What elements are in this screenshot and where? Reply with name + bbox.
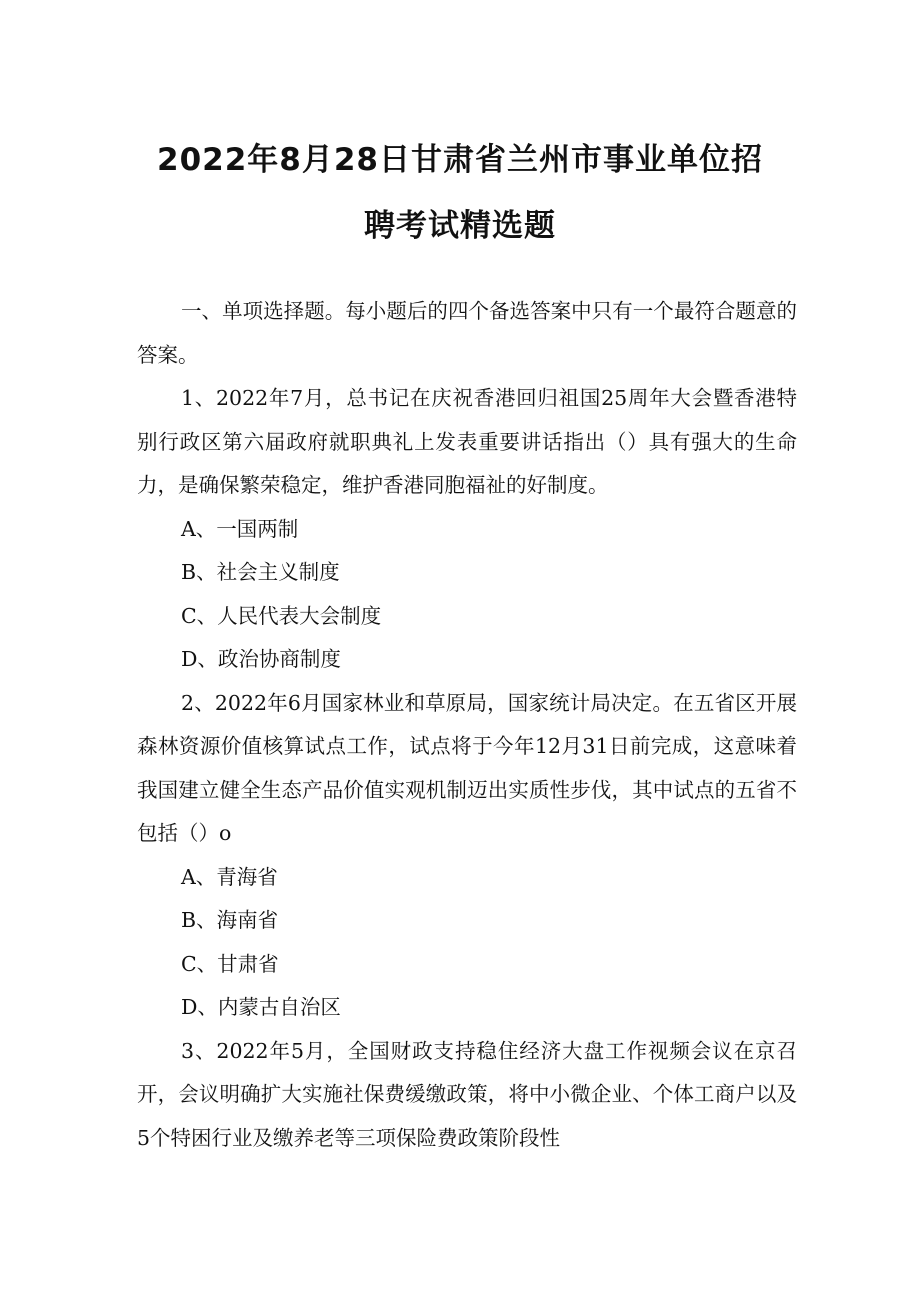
question-1-option-b: B、社会主义制度 [181,560,340,584]
question-2-option-d: D、内蒙古自治区 [181,995,341,1019]
document-title-line-2: 聘考试精选题 [364,208,556,244]
question-1-option-a: A、一国两制 [181,516,299,541]
question-3-stem: 3、2022年5月，全国财政支持稳住经济大盘工作视频会议在京召开，会议明确扩大实施社保费缓缴政策，将中小微企业、个体工商户以及5个特困行业及缴养老等三项保险费政策阶段性 [137,1038,797,1150]
question-2-option-c: C、甘肃省 [181,951,279,976]
question-2-option-a: A、青海省 [181,864,278,889]
document-title-line-1: 2022年8月28日甘肃省兰州市事业单位招 [157,142,763,178]
question-2-option-b: B、海南省 [181,908,279,932]
section-intro: 一、单项选择题。每小题后的四个备选答案中只有一个最符合题意的答案。 [137,299,797,367]
question-2-stem: 2、2022年6月国家林业和草原局，国家统计局决定。在五省区开展森林资源价值核算试点工作，试点将于今年12月31日前完成，这意味着我国建立健全生态产品价值实观机制迈出实质性步伐，其中试点的五省不包括（）o [137,690,797,845]
question-1-stem: 1、2022年7月，总书记在庆祝香港回归祖国25周年大会暨香港特别行政区第六届政府就职典礼上发表重要讲话指出（）具有强大的生命力，是确保繁荣稳定，维护香港同胞福祉的好制度。 [137,386,797,497]
question-1-option-c: C、人民代表大会制度 [181,603,382,628]
question-1-option-d: D、政治协商制度 [181,647,341,671]
document-body [137,290,797,1160]
